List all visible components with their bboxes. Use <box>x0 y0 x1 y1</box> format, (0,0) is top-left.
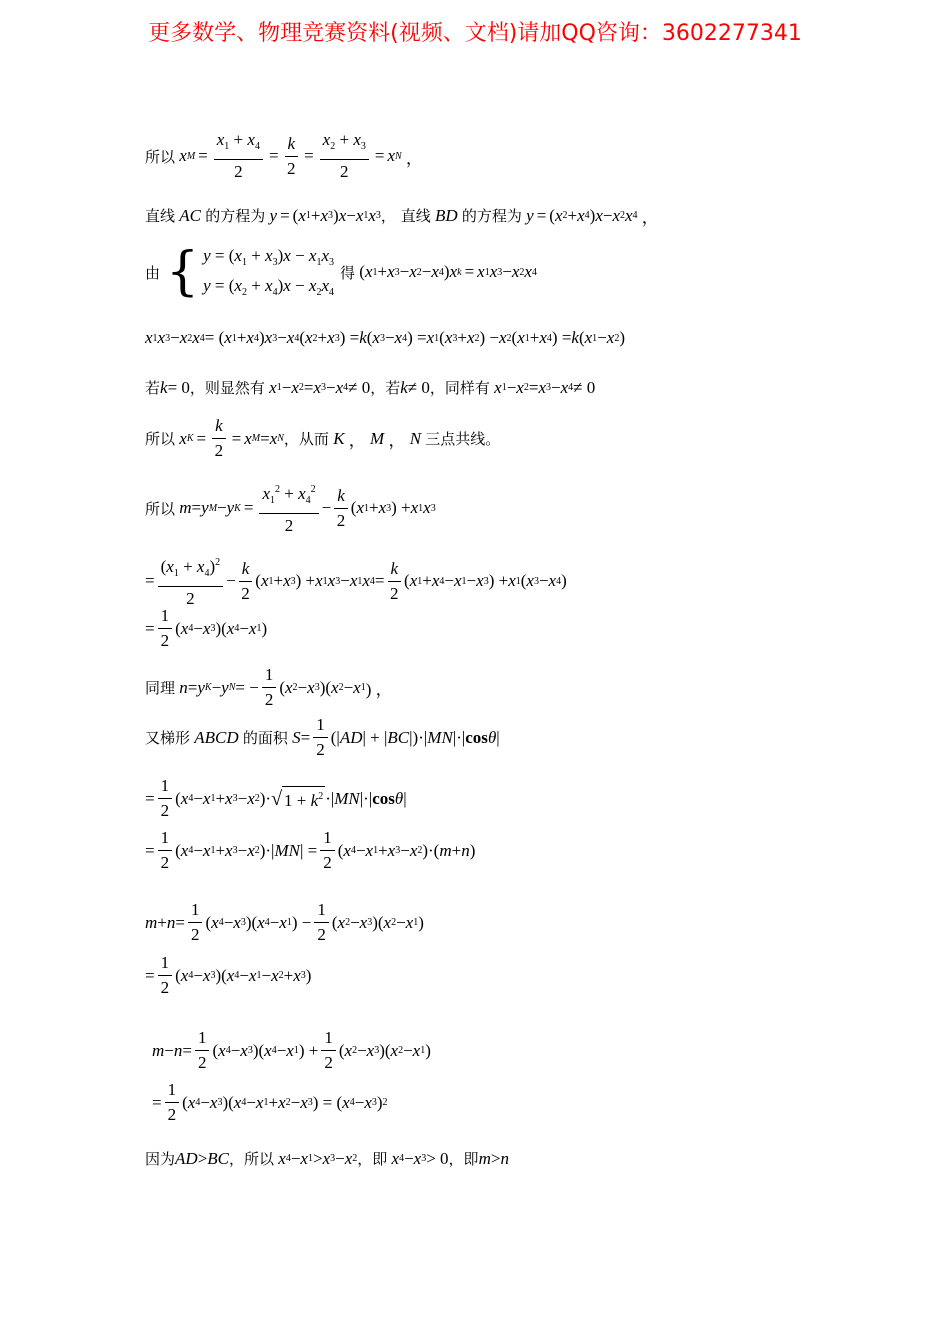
line-area-step2: = $\frac{1}{2}$ ( x 4 − x 1 + x 3 − x 2 )·| MN | = $\frac{1}{2}$ ( x 4 − x 1 + x 3 − x 2 )·( m + n ) <box>145 828 476 872</box>
fraction: $\frac{1}{2}$ <box>314 900 329 945</box>
fraction: $\frac{k}{2}$ <box>388 559 402 604</box>
line-area-step1: = $\frac{1}{2}$ ( x 4 − x 1 + x 3 − x 2 )· √ $1 + k^2$ ·| MN |·| cos θ | <box>145 776 407 820</box>
line-m-plus-n: m + n = $\frac{1}{2}$ ( x 4 − x 3 )( x 4 − x 1 ) − $\frac{1}{2}$ ( x 2 − x 3 )( x 2 − x 1 ) <box>145 900 424 944</box>
fraction: $\frac{1}{2}$ <box>195 1028 210 1073</box>
equation-system: { $y = (x_1 + x_3)x - x_1x_3$ $y = (x_2 + x_4)x - x_2x_4$ <box>166 242 334 302</box>
fraction: $\frac{k}{2}$ <box>212 416 226 461</box>
fraction: $\frac{1}{2}$ <box>320 828 335 873</box>
square-root: √ $1 + k^2$ <box>271 788 324 810</box>
fraction: $\frac{k}{2}$ <box>285 134 299 179</box>
fraction: $\frac{x_1^2 + x_4^2}{2}$ <box>259 480 318 536</box>
fraction: $\frac{x_1 + x_4}{2}$ <box>214 130 263 182</box>
line-m-minus-n-result: = $\frac{1}{2}$ ( x 4 − x 3 )( x 4 − x 1 + x 2 − x 3 ) = ( x 4 − x 3 ) 2 <box>152 1080 388 1124</box>
fraction: $\frac{(x_1 + x_4)^2}{2}$ <box>158 553 224 609</box>
line-ac-bd-equations: 直线 AC 的方程为 y = ( x 1 + x 3 ) x − x 1 x 3 ， 直线 BD 的方程为 y = ( x 2 + x 4 ) x − x 2 x 4 ， <box>145 205 659 227</box>
line-m-minus-n: m − n = $\frac{1}{2}$ ( x 4 − x 3 )( x 4 − x 1 ) + $\frac{1}{2}$ ( x 2 − x 3 )( x 2 − x 1 ) <box>152 1028 431 1072</box>
fraction: $\frac{1}{2}$ <box>158 828 173 873</box>
line-xm-xn: 所以 x M = $\frac{x_1 + x_4}{2}$ = $\frac{k}{2}$ = $\frac{x_2 + x_3}{2}$ = x N ， <box>145 130 423 181</box>
fraction: $\frac{1}{2}$ <box>321 1028 336 1073</box>
line-m-plus-n-result: = $\frac{1}{2}$ ( x 4 − x 3 )( x 4 − x 1 − x 2 + x 3 ) <box>145 953 312 997</box>
line-m-definition: 所以 m = y M − y K = $\frac{x_1^2 + x_4^2}{2}$ − $\frac{k}{2}$ ( x 1 + x 3 ) + x 1 x 3 <box>145 480 436 536</box>
line-conclusion: 因为 AD > BC ，所以 x 4 − x 1 > x 3 − x 2 ，即 x 4 − x 3 > 0 ，即 m > n <box>145 1148 509 1168</box>
fraction: $\frac{1}{2}$ <box>165 1080 180 1125</box>
line-collinear: 所以 x K = $\frac{k}{2}$ = x M = x N ，从而 K ， M ， N 三点共线。 <box>145 416 501 460</box>
line-area: 又梯形 ABCD 的面积 S = $\frac{1}{2}$ (| AD | + | BC |)·| MN |·| cos θ | <box>145 715 500 759</box>
line-k-cases: 若 k = 0 ，则显然有 x 1 − x 2 = x 3 − x 4 ≠ 0 ，若 k ≠ 0 ，同样有 x 1 − x 2 = x 3 − x 4 ≠ 0 <box>145 377 596 397</box>
header-banner: 更多数学、物理竞赛资料(视频、文档)请加QQ咨询：3602277341 <box>148 21 802 46</box>
fraction: $\frac{k}{2}$ <box>334 486 348 531</box>
line-m-result: = $\frac{1}{2}$ ( x 4 − x 3 )( x 4 − x 1 ) <box>145 606 268 650</box>
fraction: $\frac{1}{2}$ <box>313 715 328 760</box>
line-system: 由 { $y = (x_1 + x_3)x - x_1x_3$ $y = (x_2 + x_4)x - x_2x_4$ 得 ( x 1 + x 3 − x 2 − x 4 ) x k = x 1 x 3 − x 2 x 4 <box>145 242 537 302</box>
fraction: $\frac{1}{2}$ <box>158 776 173 821</box>
fraction: $\frac{x_2 + x_3}{2}$ <box>320 130 369 182</box>
line-m-expand: = $\frac{(x_1 + x_4)^2}{2}$ − $\frac{k}{2}$ ( x 1 + x 3 ) + x 1 x 3 − x 1 x 4 = $\frac{k}{2}$ ( x 1 + x 4 − x 1 − x 3 ) + x 1 ( x 3 − x 4 ) <box>145 553 567 609</box>
fraction: $\frac{1}{2}$ <box>158 606 173 651</box>
fraction: $\frac{1}{2}$ <box>188 900 203 945</box>
fraction: $\frac{1}{2}$ <box>158 953 173 998</box>
fraction: $\frac{k}{2}$ <box>239 559 253 604</box>
line-n-definition: 同理 n = y K − y N = − $\frac{1}{2}$ ( x 2 − x 3 )( x 2 − x 1 ) ， <box>145 665 393 709</box>
fraction: $\frac{1}{2}$ <box>262 665 277 710</box>
line-expansion: x 1 x 3 − x 2 x 4 = ( x 1 + x 4 ) x 3 − x 4 ( x 2 + x 3 ) = k ( x 3 − x 4 ) = x 1 ( x 3 + x 2 ) − x 2 ( x 1 + x 4 ) = k ( x 1 − x 2 ) <box>145 328 625 347</box>
